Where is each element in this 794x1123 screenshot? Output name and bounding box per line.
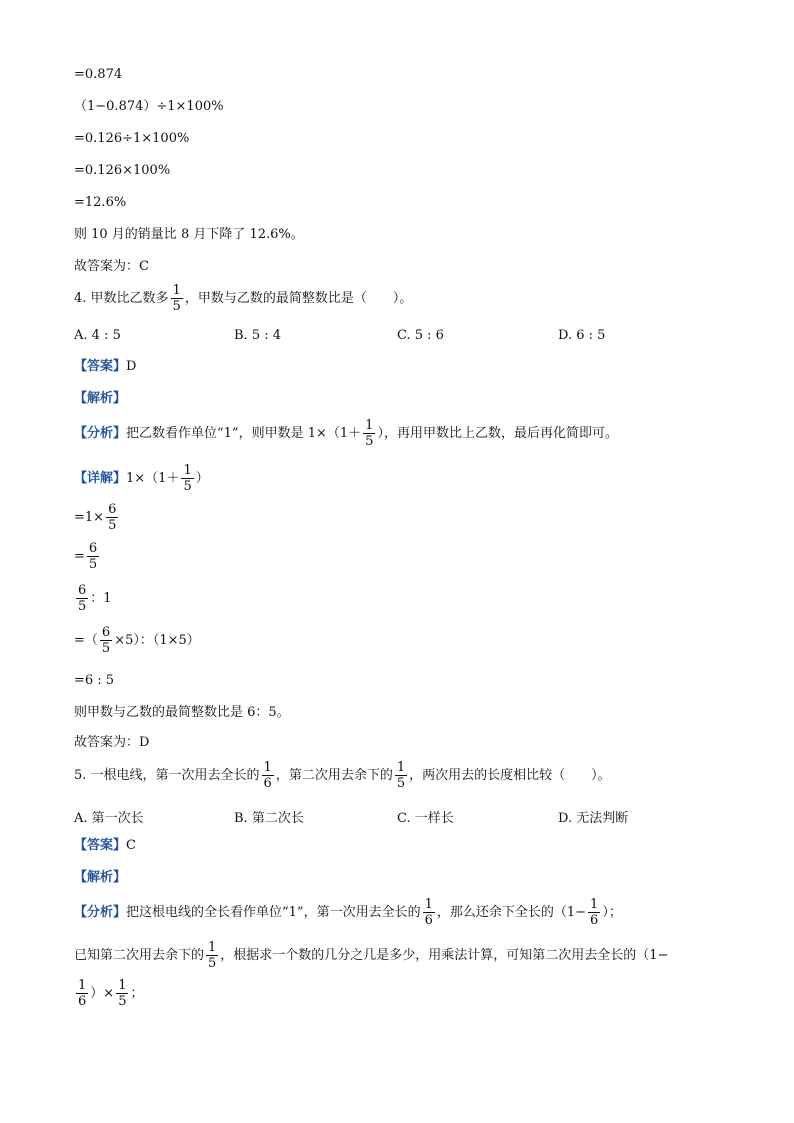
q5-stem-text: ，两次用去的长度相比较（ ）。 bbox=[409, 768, 611, 783]
fraction bbox=[87, 541, 99, 572]
answer-tag: 【答案】 bbox=[74, 359, 127, 374]
denominator: 5 bbox=[365, 434, 374, 449]
numerator: 1 bbox=[172, 283, 181, 298]
q5-fenxi bbox=[74, 897, 622, 929]
denominator: 5 bbox=[78, 599, 87, 614]
q5-option-a: A. 第一次长 bbox=[74, 811, 144, 826]
denominator: 5 bbox=[101, 641, 111, 656]
numerator: 6 bbox=[78, 583, 87, 598]
answer-value: D bbox=[126, 359, 137, 374]
q4-fenxi bbox=[74, 418, 618, 450]
q4-step-1 bbox=[74, 502, 120, 534]
fraction bbox=[116, 978, 128, 1009]
fraction bbox=[106, 502, 118, 533]
q5-option-b: B. 第二次长 bbox=[234, 811, 304, 826]
fenxi-text: ）； bbox=[602, 905, 622, 920]
fenxi-text: ，那么还余下全长的（1− bbox=[436, 905, 587, 920]
calc-line: =0.126÷1×100% bbox=[74, 131, 190, 146]
denominator: 5 bbox=[183, 479, 192, 494]
denominator: 6 bbox=[590, 913, 599, 928]
numerator: 1 bbox=[424, 897, 433, 912]
fraction bbox=[262, 760, 274, 791]
answer-tag: 【答案】 bbox=[74, 838, 127, 853]
q5-option-c: C. 一样长 bbox=[397, 811, 454, 826]
denominator: 5 bbox=[118, 994, 127, 1009]
step-text: =1× bbox=[74, 510, 105, 525]
fraction bbox=[423, 897, 435, 928]
fraction bbox=[181, 463, 193, 494]
q5-answer bbox=[74, 838, 136, 854]
xiangjie-text: ） bbox=[195, 471, 209, 486]
fenxi-text: ，根据求一个数的几分之几是多少，用乘法计算，可知第二次用去全长的（1− bbox=[220, 948, 669, 963]
numerator: 1 bbox=[590, 897, 599, 912]
step-text: = bbox=[74, 549, 85, 564]
fraction bbox=[206, 940, 218, 971]
jiexi-tag: 【解析】 bbox=[74, 870, 127, 885]
fenxi-tag: 【分析】 bbox=[74, 426, 127, 441]
q4-option-d: D. 6 : 5 bbox=[558, 328, 606, 343]
calc-line: =12.6% bbox=[74, 195, 127, 210]
denominator: 5 bbox=[396, 776, 406, 791]
q4-xiangjie bbox=[74, 463, 209, 495]
numerator: 1 bbox=[396, 760, 406, 775]
fenxi-text: ）× bbox=[90, 986, 115, 1001]
denominator: 5 bbox=[108, 518, 117, 533]
denominator: 5 bbox=[172, 299, 181, 314]
fraction bbox=[363, 418, 375, 449]
numerator: 6 bbox=[101, 625, 111, 640]
q5-fenxi-line-3 bbox=[74, 978, 143, 1010]
numerator: 1 bbox=[78, 978, 87, 993]
xiangjie-tag: 【详解】 bbox=[74, 471, 127, 486]
fenxi-text: ； bbox=[130, 986, 144, 1001]
q4-step-3 bbox=[74, 583, 112, 615]
q5-stem-text: ，第二次用去余下的 bbox=[275, 768, 393, 783]
fraction bbox=[395, 760, 407, 791]
q4-step-5: =6 : 5 bbox=[74, 673, 115, 688]
numerator: 6 bbox=[88, 541, 98, 556]
q5-option-d: D. 无法判断 bbox=[558, 811, 629, 826]
fraction bbox=[100, 625, 112, 656]
denominator: 6 bbox=[78, 994, 87, 1009]
fraction bbox=[171, 283, 183, 314]
step-text: ×5）：（1×5） bbox=[114, 633, 200, 648]
q4-stem-text: ，甲数与乙数的最简整数比是（ ）。 bbox=[184, 291, 413, 306]
fenxi-text: 已知第二次用去余下的 bbox=[74, 948, 205, 963]
q4-answer bbox=[74, 359, 136, 375]
calc-line: （1−0.874）÷1×100% bbox=[74, 99, 224, 114]
numerator: 1 bbox=[365, 418, 374, 433]
jiexi-tag: 【解析】 bbox=[74, 391, 127, 406]
numerator: 1 bbox=[118, 978, 127, 993]
calc-line: =0.126×100% bbox=[74, 163, 171, 178]
fraction bbox=[76, 978, 88, 1009]
denominator: 6 bbox=[263, 776, 272, 791]
step-text: ：1 bbox=[90, 591, 112, 606]
question-4-stem bbox=[74, 283, 412, 315]
q4-conclusion: 则甲数与乙数的最简整数比是 6：5。 bbox=[74, 705, 290, 720]
q5-jiexi bbox=[74, 870, 126, 886]
answer-value: C bbox=[126, 838, 136, 853]
answer-line: 故答案为：C bbox=[74, 259, 149, 274]
xiangjie-text: 1×（1＋ bbox=[126, 471, 180, 486]
step-text: =（ bbox=[74, 633, 98, 648]
fenxi-text: 把乙数看作单位“1”，则甲数是 1×（1＋ bbox=[126, 426, 362, 441]
q4-step-2 bbox=[74, 541, 101, 573]
q5-stem-text: 5. 一根电线，第一次用去全长的 bbox=[74, 768, 260, 783]
conclusion-line: 则 10 月的销量比 8 月下降了 12.6%。 bbox=[74, 227, 304, 242]
fenxi-text: 把这根电线的全长看作单位“1”，第一次用去全长的 bbox=[126, 905, 421, 920]
numerator: 6 bbox=[108, 502, 117, 517]
numerator: 1 bbox=[208, 940, 217, 955]
q4-stem-text: 4. 甲数比乙数多 bbox=[74, 291, 169, 306]
q4-option-a: A. 4 : 5 bbox=[74, 328, 121, 343]
numerator: 1 bbox=[183, 463, 192, 478]
numerator: 1 bbox=[263, 760, 272, 775]
fraction bbox=[588, 897, 600, 928]
fenxi-tag: 【分析】 bbox=[74, 905, 127, 920]
denominator: 5 bbox=[88, 557, 98, 572]
q4-result: 故答案为：D bbox=[74, 735, 150, 750]
q5-fenxi-line-2 bbox=[74, 940, 668, 972]
q4-option-c: C. 5 : 6 bbox=[397, 328, 444, 343]
fenxi-text: ），再用甲数比上乙数，最后再化简即可。 bbox=[377, 426, 618, 441]
fraction bbox=[76, 583, 88, 614]
q4-step-4 bbox=[74, 625, 200, 657]
question-5-stem bbox=[74, 760, 611, 792]
denominator: 5 bbox=[208, 956, 217, 971]
q4-option-b: B. 5 : 4 bbox=[234, 328, 282, 343]
denominator: 6 bbox=[424, 913, 433, 928]
q4-jiexi bbox=[74, 391, 126, 407]
calc-line: =0.874 bbox=[74, 67, 123, 82]
